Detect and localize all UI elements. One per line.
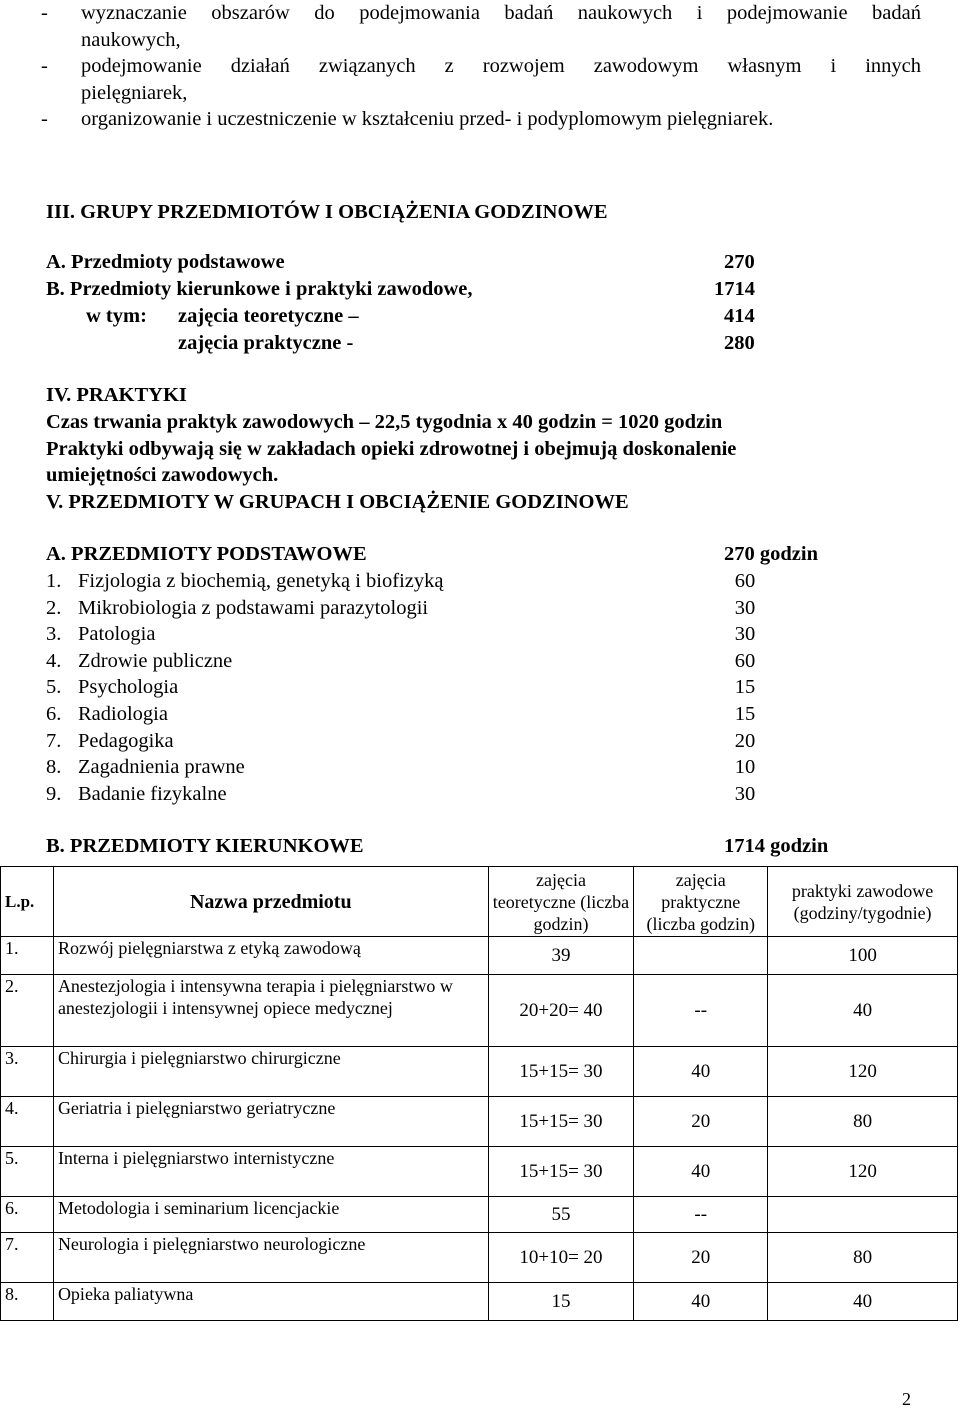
item-number: 7. [46, 730, 62, 752]
item-name: Fizjologia z biochemią, genetyką i biofizyką [78, 570, 444, 592]
bullet-text: pielęgniarek, [81, 81, 188, 104]
item-name: Zagadnienia prawne [78, 756, 245, 778]
cell-internship: 80 [768, 1233, 958, 1283]
cell-lp: 8. [1, 1283, 54, 1321]
theory-label: zajęcia teoretyczne – [178, 305, 359, 327]
item-number: 1. [46, 570, 62, 592]
cell-name: Opieka paliatywna [53, 1283, 488, 1321]
bullet-dash: - [41, 55, 48, 77]
practical-label: zajęcia praktyczne - [178, 332, 354, 354]
section-4-line: Praktyki odbywają się w zakładach opieki zdrowotnej i obejmują doskonalenie [46, 438, 737, 460]
header-name: Nazwa przedmiotu [53, 867, 488, 937]
cell-internship: 120 [768, 1147, 958, 1197]
bullet-list [41, 0, 921, 133]
bullet-dash: - [41, 2, 48, 24]
bullet-dash [41, 80, 81, 107]
cell-name: Chirurgia i pielęgniarstwo chirurgiczne [53, 1047, 488, 1097]
cell-practical: 40 [634, 1047, 768, 1097]
item-hours: 30 [734, 783, 756, 805]
table-row [1, 937, 958, 975]
bullet-item [41, 27, 921, 54]
bullet-text: wyznaczanie obszarów do podejmowania badań naukowych i podejmowanie badań [81, 2, 921, 24]
group-a-title: A. PRZEDMIOTY PODSTAWOWE [46, 543, 367, 565]
bullet-item [41, 106, 921, 133]
cell-theory: 15+15= 30 [488, 1047, 634, 1097]
cell-practical: -- [634, 975, 768, 1047]
cell-theory: 55 [488, 1197, 634, 1233]
item-name: Zdrowie publiczne [78, 650, 233, 672]
group-a-total: 270 godzin [724, 543, 818, 565]
group-a-value: 270 [724, 251, 755, 273]
cell-theory: 20+20= 40 [488, 975, 634, 1047]
cell-name: Interna i pielęgniarstwo internistyczne [53, 1147, 488, 1197]
item-name: Badanie fizykalne [78, 783, 227, 805]
group-a-label: A. Przedmioty podstawowe [46, 251, 285, 273]
bullet-text: naukowych, [81, 28, 181, 51]
table-row [1, 1097, 958, 1147]
cell-internship: 100 [768, 937, 958, 975]
practical-value: 280 [724, 332, 755, 354]
item-name: Pedagogika [78, 730, 174, 752]
table-row [1, 1197, 958, 1233]
item-name: Radiologia [78, 703, 168, 725]
cell-lp: 4. [1, 1097, 54, 1147]
cell-theory: 10+10= 20 [488, 1233, 634, 1283]
group-b-title: B. PRZEDMIOTY KIERUNKOWE [46, 835, 364, 857]
cell-theory: 15+15= 30 [488, 1147, 634, 1197]
cell-practical [634, 937, 768, 975]
cell-practical: 20 [634, 1097, 768, 1147]
cell-theory: 39 [488, 937, 634, 975]
item-hours: 60 [734, 650, 756, 672]
cell-lp: 5. [1, 1147, 54, 1197]
item-number: 5. [46, 676, 62, 698]
group-b-total: 1714 godzin [724, 835, 829, 857]
cell-practical: 40 [634, 1147, 768, 1197]
table-header-row [1, 867, 958, 937]
bullet-item [41, 0, 921, 27]
cell-name: Neurologia i pielęgniarstwo neurologiczne [53, 1233, 488, 1283]
cell-internship: 40 [768, 975, 958, 1047]
item-name: Mikrobiologia z podstawami parazytologii [78, 597, 429, 619]
section-4-line: Czas trwania praktyk zawodowych – 22,5 tygodnia x 40 godzin = 1020 godzin [46, 411, 723, 433]
table-row [1, 1147, 958, 1197]
bullet-dash [41, 27, 81, 54]
item-number: 4. [46, 650, 62, 672]
theory-value: 414 [724, 305, 755, 327]
group-b-label: B. Przedmioty kierunkowe i praktyki zawodowe, [46, 278, 473, 300]
bullet-dash: - [41, 108, 48, 130]
section-4-title: IV. PRAKTYKI [46, 384, 187, 406]
cell-internship [768, 1197, 958, 1233]
item-hours: 60 [734, 570, 756, 592]
item-hours: 20 [734, 730, 756, 752]
table-row [1, 1233, 958, 1283]
header-internship: praktyki zawodowe (godziny/tygodnie) [768, 867, 958, 937]
bullet-text: podejmowanie działań związanych z rozwojem zawodowym własnym i innych [81, 55, 921, 77]
bullet-text: organizowanie i uczestniczenie w kształceniu przed- i podyplomowym pielęgniarek. [81, 108, 774, 130]
item-hours: 15 [734, 676, 756, 698]
cell-name: Metodologia i seminarium licencjackie [53, 1197, 488, 1233]
cell-name: Anestezjologia i intensywna terapia i pielęgniarstwo w anestezjologii i intensywnej opiece medycznej [53, 975, 488, 1047]
item-hours: 15 [734, 703, 756, 725]
in-which-prefix: w tym: [86, 305, 147, 327]
header-practical: zajęcia praktyczne (liczba godzin) [634, 867, 768, 937]
header-theory: zajęcia teoretyczne (liczba godzin) [488, 867, 634, 937]
cell-practical: -- [634, 1197, 768, 1233]
cell-name: Rozwój pielęgniarstwa z etyką zawodową [53, 937, 488, 975]
bullet-item [41, 80, 921, 107]
bullet-item [41, 53, 921, 80]
cell-lp: 3. [1, 1047, 54, 1097]
table-row [1, 1047, 958, 1097]
group-b-value: 1714 [714, 278, 755, 300]
cell-theory: 15+15= 30 [488, 1097, 634, 1147]
cell-theory: 15 [488, 1283, 634, 1321]
item-name: Patologia [78, 623, 156, 645]
cell-practical: 40 [634, 1283, 768, 1321]
item-number: 9. [46, 783, 62, 805]
cell-practical: 20 [634, 1233, 768, 1283]
cell-lp: 2. [1, 975, 54, 1047]
section-3-title: III. GRUPY PRZEDMIOTÓW I OBCIĄŻENIA GODZINOWE [46, 201, 608, 223]
section-5-title: V. PRZEDMIOTY W GRUPACH I OBCIĄŻENIE GODZINOWE [46, 491, 629, 513]
item-hours: 30 [734, 597, 756, 619]
cell-lp: 7. [1, 1233, 54, 1283]
item-number: 3. [46, 623, 62, 645]
subjects-table [0, 866, 958, 1321]
cell-internship: 80 [768, 1097, 958, 1147]
cell-internship: 40 [768, 1283, 958, 1321]
table-row [1, 975, 958, 1047]
table-row [1, 1283, 958, 1321]
cell-name: Geriatria i pielęgniarstwo geriatryczne [53, 1097, 488, 1147]
cell-lp: 1. [1, 937, 54, 975]
cell-internship: 120 [768, 1047, 958, 1097]
cell-lp: 6. [1, 1197, 54, 1233]
item-name: Psychologia [78, 676, 179, 698]
page-number: 2 [902, 1389, 911, 1409]
section-4-line: umiejętności zawodowych. [46, 464, 279, 486]
item-number: 2. [46, 597, 62, 619]
item-hours: 30 [734, 623, 756, 645]
item-hours: 10 [734, 756, 756, 778]
header-lp: L.p. [1, 867, 54, 937]
item-number: 8. [46, 756, 62, 778]
item-number: 6. [46, 703, 62, 725]
